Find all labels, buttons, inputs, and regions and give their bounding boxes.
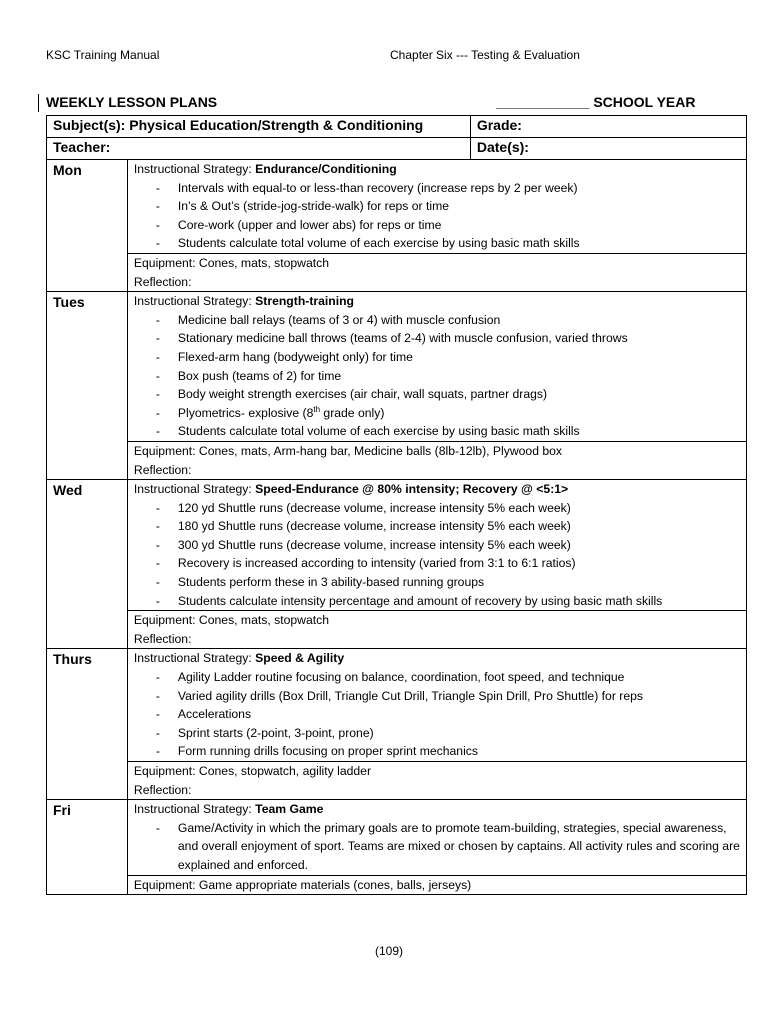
strategy-line [134, 292, 742, 311]
page-number: (109) [374, 944, 403, 958]
list-item: - 300 yd Shuttle runs (decrease volume, increase intensity 5% each week) [134, 536, 742, 555]
plyo-text-b: grade only) [320, 405, 385, 420]
list-item: - 120 yd Shuttle runs (decrease volume, increase intensity 5% each week) [134, 499, 742, 518]
list-item: - Box push (teams of 2) for time [134, 367, 742, 386]
day-row-fri [47, 800, 747, 875]
strategy-line [134, 800, 742, 819]
strategy-label: Instructional Strategy: [133, 651, 256, 666]
list-item: - Students perform these in 3 ability-based running groups [134, 573, 742, 592]
grade-cell: Grade: [470, 116, 746, 138]
equipment-line: Equipment: Cones, stopwatch, agility ladder [133, 764, 371, 778]
day-label-mon: Mon [47, 160, 128, 292]
equipment-row-tues [47, 441, 747, 479]
lesson-plan-table [46, 115, 747, 895]
activity-list [134, 819, 742, 875]
strategy-name: Strength-training [255, 294, 355, 309]
equipment-line: Equipment: Game appropriate materials (cones, balls, jerseys) [133, 877, 472, 892]
strategy-label: Instructional Strategy: [133, 294, 256, 309]
document-title: WEEKLY LESSON PLANS [46, 94, 218, 110]
list-item: - Students calculate total volume of each exercise by using basic math skills [134, 234, 742, 253]
day-label-wed: Wed [47, 480, 128, 649]
list-item: - Core-work (upper and lower abs) for reps or time [134, 216, 742, 235]
reflection-line: Reflection: [133, 462, 192, 477]
list-item: - Agility Ladder routine focusing on balance, coordination, foot speed, and technique [134, 668, 742, 687]
strategy-cell-fri [127, 800, 746, 875]
list-item: - Flexed-arm hang (bodyweight only) for time [134, 348, 742, 367]
reflection-line: Reflection: [133, 274, 192, 289]
equipment-row-wed [47, 611, 747, 649]
list-item: - Accelerations [134, 705, 742, 724]
list-item: - Students calculate intensity percentage and amount of recovery by using basic math skills [134, 592, 742, 611]
day-label-fri: Fri [47, 800, 128, 895]
strategy-name: Speed & Agility [255, 651, 345, 666]
day-row-thurs [47, 649, 747, 762]
strategy-label: Instructional Strategy: [133, 482, 256, 497]
equipment-cell-wed [127, 611, 746, 649]
list-item: - 180 yd Shuttle runs (decrease volume, increase intensity 5% each week) [134, 517, 742, 536]
teacher-row [47, 138, 747, 160]
equipment-cell-fri [127, 875, 746, 895]
list-item: - Students calculate total volume of each exercise by using basic math skills [134, 422, 742, 441]
plyo-text-a: Plyometrics- explosive (8 [177, 405, 314, 420]
day-label-tues: Tues [47, 292, 128, 480]
equipment-cell-thurs [127, 762, 746, 800]
equipment-row-fri [47, 875, 747, 895]
list-item: - Body weight strength exercises (air chair, wall squats, partner drags) [134, 385, 742, 404]
subject-row [47, 116, 747, 138]
activity-list [134, 668, 742, 761]
running-header-left: KSC Training Manual [46, 48, 160, 62]
list-item: - Form running drills focusing on proper sprint mechanics [134, 742, 742, 761]
equipment-cell-mon [127, 253, 746, 291]
activity-list [134, 179, 742, 253]
equipment-cell-tues [127, 441, 746, 479]
equipment-row-thurs [47, 762, 747, 800]
list-item: - Recovery is increased according to intensity (varied from 3:1 to 6:1 ratios) [134, 554, 742, 573]
dates-cell: Date(s): [470, 138, 746, 160]
list-item: - Stationary medicine ball throws (teams of 2-4) with muscle confusion, varied throws [134, 329, 742, 348]
strategy-line [134, 160, 742, 179]
day-row-mon [47, 160, 747, 254]
school-year-field: ____________ SCHOOL YEAR [496, 94, 696, 110]
day-row-tues [47, 292, 747, 442]
plyo-superscript: th [313, 404, 321, 414]
activity-list [134, 499, 742, 611]
strategy-name: Team Game [255, 802, 324, 817]
title-bar [38, 94, 748, 114]
day-label-thurs: Thurs [47, 649, 128, 800]
strategy-label: Instructional Strategy: [133, 802, 256, 817]
strategy-name: Speed-Endurance @ 80% intensity; Recovery @ <5:1> [255, 482, 569, 497]
equipment-line: Equipment: Cones, mats, Arm-hang bar, Medicine balls (8lb-12lb), Plywood box [133, 443, 563, 458]
activity-list [134, 311, 742, 441]
strategy-cell-wed [127, 480, 746, 611]
margin-marker [38, 94, 39, 112]
strategy-cell-mon [127, 160, 746, 254]
list-item: - Medicine ball relays (teams of 3 or 4) with muscle confusion [134, 311, 742, 330]
strategy-name: Endurance/Conditioning [255, 162, 397, 176]
day-row-wed [47, 480, 747, 611]
list-item [134, 404, 742, 423]
list-item: - Sprint starts (2-point, 3-point, prone) [134, 724, 742, 743]
list-item: - In’s & Out’s (stride-jog-stride-walk) for reps or time [134, 197, 742, 216]
equipment-line: Equipment: Cones, mats, stopwatch [133, 613, 329, 628]
equipment-row-mon [47, 253, 747, 291]
strategy-cell-thurs [127, 649, 746, 762]
list-item: - Varied agility drills (Box Drill, Triangle Cut Drill, Triangle Spin Drill, Pro Shuttle) for reps [134, 687, 742, 706]
list-item: - Intervals with equal-to or less-than recovery (increase reps by 2 per week) [134, 179, 742, 198]
running-header-chapter: Chapter Six --- Testing & Evaluation [390, 48, 580, 62]
reflection-line: Reflection: [133, 631, 192, 646]
strategy-line [134, 480, 742, 499]
equipment-line: Equipment: Cones, mats, stopwatch [133, 255, 329, 270]
list-item: - Game/Activity in which the primary goals are to promote team-building, strategies, special awareness, and overall enjoyment of sport. Teams are mixed or chosen by captains. All activity rules and scoring are explained and enforced. [134, 819, 742, 875]
subject-cell: Subject(s): Physical Education/Strength & Conditioning [47, 116, 471, 138]
strategy-label: Instructional Strategy: [133, 162, 256, 176]
reflection-line: Reflection: [133, 782, 192, 797]
strategy-cell-tues [127, 292, 746, 442]
strategy-line [134, 649, 742, 668]
teacher-cell: Teacher: [47, 138, 471, 160]
